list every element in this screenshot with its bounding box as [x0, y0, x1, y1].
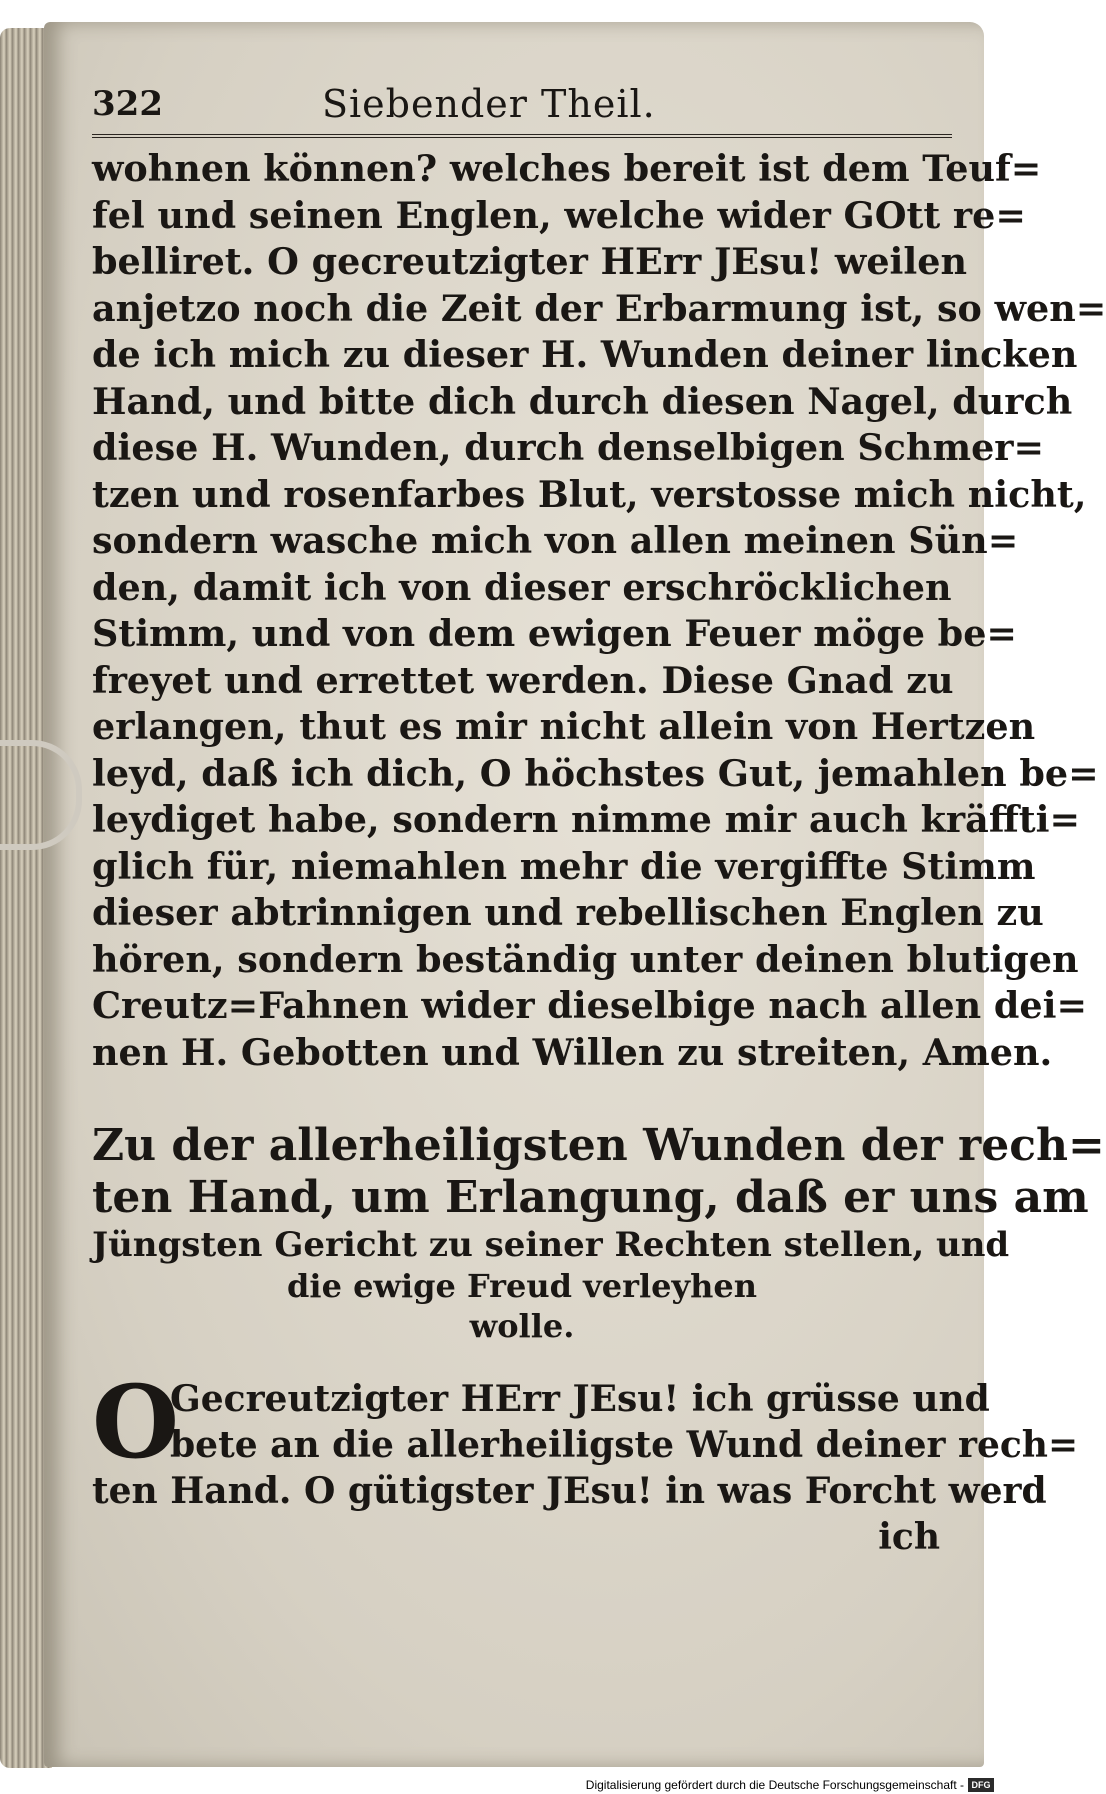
book-page: [44, 22, 1106, 1767]
text-line: fel und seinen Englen, welche wider GOtt re=: [92, 193, 1026, 237]
text-line: tzen und rosenfarbes Blut, verstosse mich nicht,: [92, 472, 1087, 516]
text-line: hören, sondern beständig unter deinen blutigen: [92, 937, 1079, 981]
heading-line: Jüngsten Gericht zu seiner Rechten stellen, und: [92, 1225, 1010, 1265]
heading-line: ten Hand, um Erlangung, daß er uns am: [92, 1172, 1089, 1223]
catchword: ich: [878, 1516, 940, 1558]
body-text: [92, 146, 1106, 1076]
text-line: erlangen, thut es mir nicht allein von Hertzen: [92, 705, 1036, 748]
text-line: diese H. Wunden, durch denselbigen Schmer=: [92, 426, 1045, 469]
section-heading: [92, 1120, 1105, 1346]
text-line: wohnen können? welches bereit ist dem Teuf=: [92, 147, 1042, 190]
text-line: Stimm, und von dem ewigen Feuer möge be=: [92, 612, 1017, 655]
text-line: anjetzo noch die Zeit der Erbarmung ist, so wen=: [92, 286, 1106, 330]
page-number: 322: [92, 84, 163, 124]
text-line: den, damit ich von dieser erschröcklichen: [92, 565, 952, 609]
text-line: nen H. Gebotten und Willen zu streiten, Amen.: [92, 1030, 1053, 1074]
running-head: [92, 82, 952, 138]
prayer-line: ten Hand. O gütigster JEsu! in was Forcht werd: [92, 1470, 1047, 1512]
text-line: de ich mich zu dieser H. Wunden deiner lincken: [92, 333, 1078, 376]
heading-line: die ewige Freud verleyhen: [287, 1267, 757, 1305]
digitization-credit: Digitalisierung gefördert durch die Deutsche Forschungsgemeinschaft -: [585, 1778, 964, 1792]
heading-line: wolle.: [469, 1307, 575, 1345]
text-line: belliret. O gecreutzigter HErr JEsu! weilen: [92, 240, 968, 283]
text-line: sondern wasche mich von allen meinen Sün=: [92, 519, 1019, 562]
running-title: Siebender Theil.: [322, 82, 656, 126]
text-line: glich für, niemahlen mehr die vergiffte Stimm: [92, 844, 1036, 888]
dfg-logo: DFG: [968, 1778, 994, 1792]
text-line: leyd, daß ich dich, O höchstes Gut, jemahlen be=: [92, 751, 1099, 795]
drop-cap-initial: O: [92, 1363, 180, 1481]
text-line: leydiget habe, sondern nimme mir auch kräffti=: [92, 798, 1081, 841]
prayer-line: Gecreutzigter HErr JEsu! ich grüsse und: [170, 1378, 990, 1420]
heading-line: Zu der allerheiligsten Wunden der rech=: [92, 1120, 1105, 1171]
text-line: Creutz=Fahnen wider dieselbige nach allen dei=: [92, 984, 1088, 1027]
prayer-paragraph: [92, 1363, 1079, 1560]
prayer-line: bete an die allerheiligste Wund deiner rech=: [170, 1424, 1079, 1466]
text-line: freyet und errettet werden. Diese Gnad zu: [92, 658, 954, 702]
text-line: Hand, und bitte dich durch diesen Nagel, durch: [92, 379, 1073, 423]
text-line: dieser abtrinnigen und rebellischen Englen zu: [92, 891, 1044, 934]
page-content: [92, 82, 1106, 1560]
